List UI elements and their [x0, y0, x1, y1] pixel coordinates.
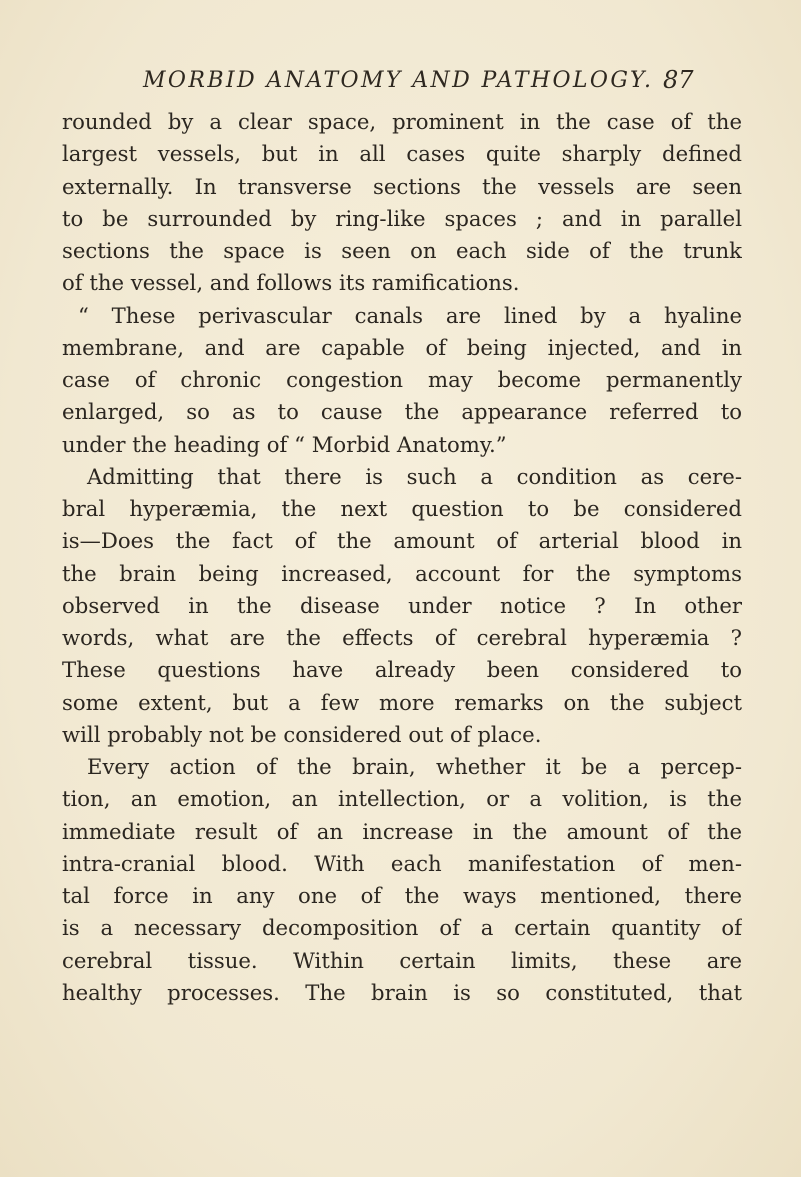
text-line: tion, an emotion, an intellection, or a volition, is the	[62, 786, 742, 812]
text-line: the brain being increased, account for the symptoms	[62, 560, 742, 586]
text-line: sections the space is seen on each side of the trunk	[62, 238, 742, 263]
text-line: enlarged, so as to cause the appearance referred to	[62, 399, 742, 425]
text-line: rounded by a clear space, prominent in the case of the	[62, 109, 742, 134]
text-line: is a necessary decomposition of a certain quantity of	[62, 915, 742, 941]
body-text	[62, 106, 742, 1009]
running-head-title: MORBID ANATOMY AND PATHOLOGY.	[143, 68, 654, 93]
text-line: externally. In transverse sections the vessels are seen	[62, 173, 742, 199]
text-line: “ These perivascular canals are lined by a hyaline	[78, 302, 742, 328]
text-line: words, what are the effects of cerebral hyperæmia ?	[62, 625, 742, 650]
running-head	[0, 68, 801, 98]
text-line: Every action of the brain, whether it be a percep-	[87, 754, 742, 779]
text-line: of the vessel, and follows its ramifications.	[62, 270, 520, 296]
text-line: largest vessels, but in all cases quite sharply defined	[62, 141, 742, 167]
text-line: cerebral tissue. Within certain limits, these are	[62, 947, 742, 973]
text-line: intra-cranial blood. With each manifestation of men-	[62, 850, 742, 876]
text-line: healthy processes. The brain is so constituted, that	[62, 979, 742, 1005]
text-line: membrane, and are capable of being injected, and in	[62, 334, 742, 360]
text-line: immediate result of an increase in the amount of the	[62, 818, 742, 844]
page-number: 87	[663, 66, 694, 94]
text-line: These questions have already been considered to	[62, 657, 742, 683]
text-line: tal force in any one of the ways mentioned, there	[62, 883, 742, 908]
text-line: bral hyperæmia, the next question to be considered	[62, 496, 742, 521]
text-line: under the heading of “ Morbid Anatomy.”	[62, 431, 507, 457]
text-line: is—Does the fact of the amount of arterial blood in	[62, 528, 742, 554]
text-line: Admitting that there is such a condition as cere-	[87, 463, 742, 489]
text-line: to be surrounded by ring-like spaces ; and in parallel	[62, 205, 742, 231]
text-line: some extent, but a few more remarks on the subject	[62, 689, 742, 715]
text-line: observed in the disease under notice ? In other	[62, 592, 742, 618]
text-line: will probably not be considered out of place.	[62, 721, 542, 747]
text-line: case of chronic congestion may become permanently	[62, 367, 742, 392]
